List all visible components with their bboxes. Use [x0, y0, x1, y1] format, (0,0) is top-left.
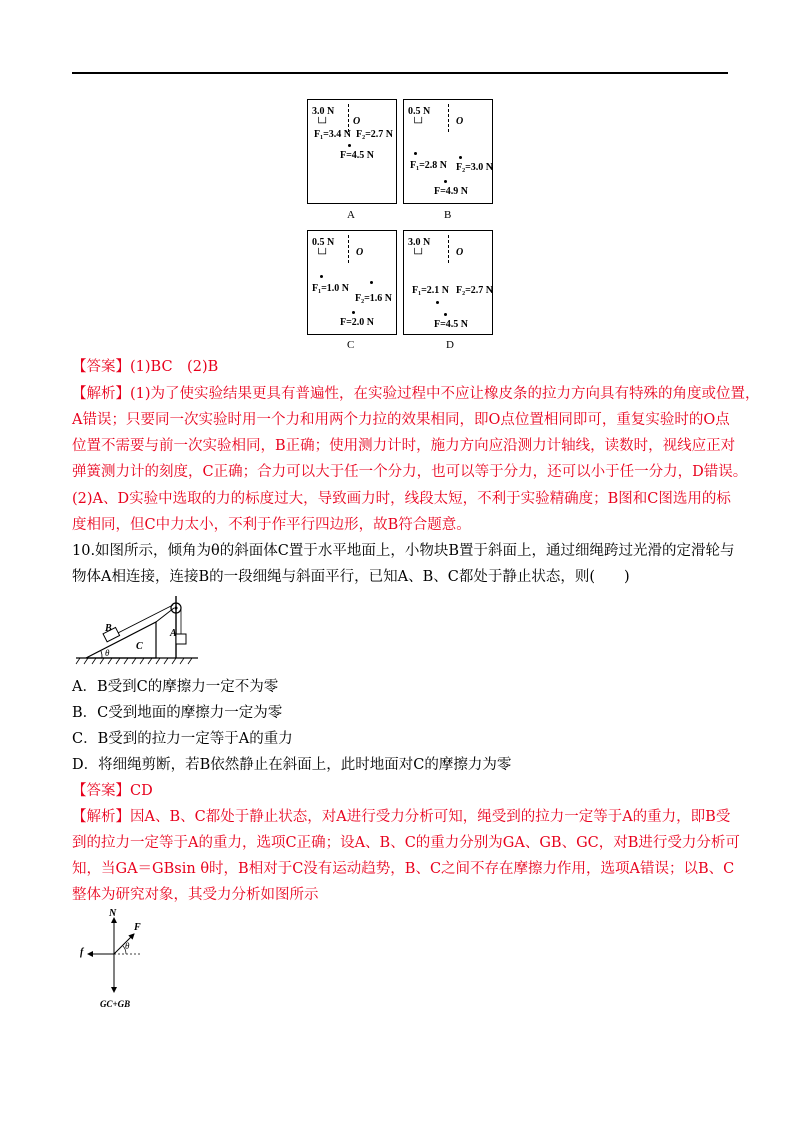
q10-stem-line: 10.如图所示，倾角为θ的斜面体C置于水平地面上，小物块B置于斜面上，通过细绳跨过光滑的定滑轮与: [72, 543, 735, 559]
incline-figure: [72, 592, 202, 666]
panel-d: 3.0 N └┘ O F₁=2.1 N F₂=2.7 N F=4.5 N: [403, 230, 493, 335]
q10-analysis-line: 知，当GA＝GBsin θ时，B相对于C没有运动趋势，B、C之间不存在摩擦力作用，选项A错误；以B、C: [72, 861, 735, 877]
point-o: O: [456, 247, 464, 258]
q10-option-b: B．C受到地面的摩擦力一定为零: [72, 705, 283, 721]
f-label: F=4.5 N: [434, 319, 469, 330]
scale-label: 3.0 N: [312, 106, 335, 117]
q10-stem-line: 物体A相连接，连接B的一段细绳与斜面平行，已知A、B、C都处于静止状态，则( ): [72, 569, 630, 585]
f1-label: F₁=2.1 N: [412, 285, 450, 296]
label-c: C: [136, 641, 143, 652]
label-theta-force: θ: [125, 941, 130, 951]
label-b: B: [105, 623, 112, 634]
f-label: F=2.0 N: [340, 317, 375, 328]
panel-c-label: C: [347, 339, 355, 351]
f2-label: F₂=2.7 N: [356, 129, 394, 140]
point-o: O: [456, 116, 464, 127]
panel-c: 0.5 N └┘ O F₁=1.0 N F₂=1.6 N F=2.0 N: [307, 230, 397, 335]
f2-label: F₂=1.6 N: [355, 293, 393, 304]
force-diagram: [74, 910, 164, 1010]
q9-analysis-line: 【解析】(1)为了使实验结果更具有普遍性，在实验过程中不应让橡皮条的拉力方向具有特殊的角度或位置，: [72, 386, 760, 402]
label-n: N: [109, 908, 117, 919]
f2-label: F₂=2.7 N: [456, 285, 494, 296]
q10-option-c: C．B受到的拉力一定等于A的重力: [72, 731, 293, 747]
label-theta: θ: [105, 648, 110, 658]
f2-label: F₂=3.0 N: [456, 162, 494, 173]
q10-answer: 【答案】CD: [72, 783, 153, 799]
q10-analysis-line: 整体为研究对象，其受力分析如图所示: [72, 887, 319, 903]
f1-label: F₁=2.8 N: [410, 160, 448, 171]
q9-analysis-line: 弹簧测力计的刻度，C正确；合力可以大于任一个分力，也可以等于分力，还可以小于任一分力，D错误。: [72, 464, 748, 480]
q9-answer: 【答案】(1)BC (2)B: [72, 359, 219, 375]
f1-label: F₁=1.0 N: [312, 283, 350, 294]
q10-option-d: D．将细绳剪断，若B依然静止在斜面上，此时地面对C的摩擦力为零: [72, 757, 512, 773]
scale-label: 0.5 N: [312, 237, 335, 248]
q10-analysis-line: 【解析】因A、B、C都处于静止状态，对A进行受力分析可知，绳受到的拉力一定等于A的重力，即B受: [72, 809, 731, 825]
panel-a: 3.0 N └┘ O F₁=3.4 N F₂=2.7 N F=4.5 N: [307, 99, 397, 204]
q9-analysis-line: (2)A、D实验中选取的力的标度过大，导致画力时，线段太短，不利于实验精确度；B图和C图选用的标: [72, 491, 731, 507]
q9-analysis-line: 位置不需要与前一次实验相同，B正确；使用测力计时，施力方向应沿测力计轴线，读数时，视线应正对: [72, 438, 736, 454]
point-o: O: [353, 116, 361, 127]
f1-label: F₁=3.4 N: [314, 129, 352, 140]
q9-analysis-line: 度相同，但C中力太小，不利于作平行四边形，故B符合题意。: [72, 517, 471, 533]
panel-a-label: A: [347, 209, 355, 221]
q10-analysis-line: 到的拉力一定等于A的重力，选项C正确；设A、B、C的重力分别为GA、GB、GC，对B进行受力分析可: [72, 835, 740, 851]
q10-option-a: A．B受到C的摩擦力一定不为零: [72, 679, 279, 695]
label-f-small: f: [80, 947, 84, 958]
label-f-cap: F: [134, 922, 141, 933]
panel-b-label: B: [444, 209, 452, 221]
label-a: A: [170, 628, 177, 639]
header-rule: [72, 72, 728, 74]
scale-label: 0.5 N: [408, 106, 431, 117]
scale-label: 3.0 N: [408, 237, 431, 248]
panel-d-label: D: [446, 339, 454, 351]
f-label: F=4.9 N: [434, 186, 469, 197]
label-gravity: GC+GB: [100, 999, 131, 1009]
point-o: O: [356, 247, 364, 258]
f-label: F=4.5 N: [340, 150, 375, 161]
q9-analysis-line: A错误；只要同一次实验时用一个力和用两个力拉的效果相同，即O点位置相同即可，重复实验时的O点: [72, 412, 730, 428]
panel-b: 0.5 N └┘ O F₁=2.8 N F₂=3.0 N F=4.9 N: [403, 99, 493, 204]
